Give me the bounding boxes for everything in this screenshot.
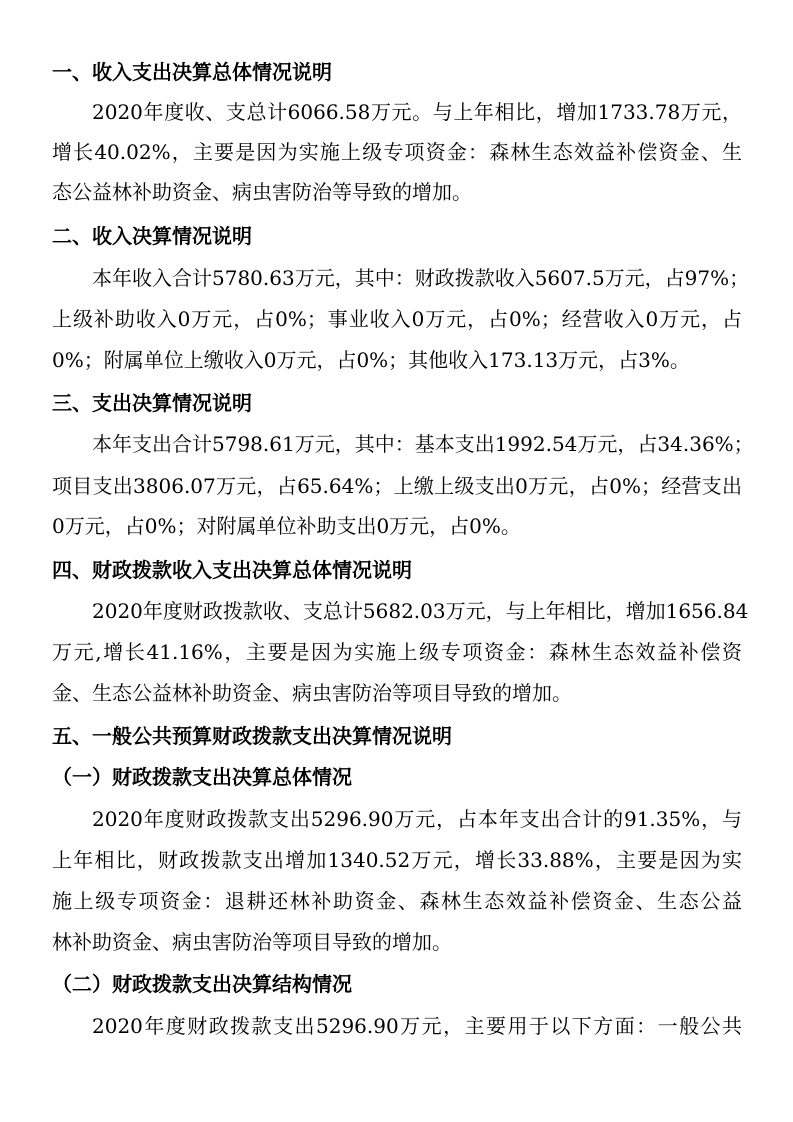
section-5-1-paragraph-line: 2020年度财政拨款支出5296.90万元，占本年支出合计的91.35%，与: [92, 807, 742, 831]
section-5-1-heading: （一）财政拨款支出决算总体情况: [52, 765, 352, 789]
section-3-paragraph-line: 0万元，占0%；对附属单位补助支出0万元，占0%。: [52, 514, 521, 538]
section-5-1-paragraph-line: 上年相比，财政拨款支出增加1340.52万元，增长33.88%，主要是因为实: [52, 848, 742, 872]
section-3-paragraph-line: 项目支出3806.07万元，占65.64%；上缴上级支出0万元，占0%；经营支出: [52, 474, 742, 498]
section-5-1-paragraph-line: 施上级专项资金：退耕还林补助资金、森林生态效益补偿资金、生态公益: [52, 889, 742, 913]
section-2-heading: 二、收入决算情况说明: [52, 224, 252, 248]
section-5-2-paragraph-line: 2020年度财政拨款支出5296.90万元，主要用于以下方面：一般公共: [92, 1014, 742, 1038]
section-3-paragraph-line: 本年支出合计5798.61万元，其中：基本支出1992.54万元，占34.36%；: [92, 432, 754, 456]
section-1-paragraph-line: 增长40.02%，主要是因为实施上级专项资金：森林生态效益补偿资金、生: [52, 140, 742, 164]
section-5-1-paragraph-line: 林补助资金、病虫害防治等项目导致的增加。: [52, 930, 452, 954]
section-2-paragraph-line: 上级补助收入0万元，占0%；事业收入0万元，占0%；经营收入0万元，占: [52, 307, 742, 331]
section-2-paragraph-line: 本年收入合计5780.63万元，其中：财政拨款收入5607.5万元，占97%；: [92, 266, 750, 290]
section-4-paragraph-line: 2020年度财政拨款收、支总计5682.03万元，与上年相比，增加1656.84: [92, 599, 749, 623]
section-2-paragraph-line: 0%；附属单位上缴收入0万元，占0%；其他收入173.13万元，占3%。: [52, 348, 690, 372]
section-1-paragraph-line: 态公益林补助资金、病虫害防治等导致的增加。: [52, 180, 472, 204]
section-1-heading: 一、收入支出决算总体情况说明: [52, 60, 332, 84]
section-5-heading: 五、一般公共预算财政拨款支出决算情况说明: [52, 724, 452, 748]
section-3-heading: 三、支出决算情况说明: [52, 391, 252, 415]
section-4-paragraph-line: 金、生态公益林补助资金、病虫害防治等项目导致的增加。: [52, 681, 572, 705]
section-4-paragraph-line: 万元,增长41.16%，主要是因为实施上级专项资金：森林生态效益补偿资: [52, 640, 742, 664]
section-1-paragraph-line: 2020年度收、支总计6066.58万元。与上年相比，增加1733.78万元，: [92, 100, 742, 124]
section-5-2-heading: （二）财政拨款支出决算结构情况: [52, 972, 352, 996]
section-4-heading: 四、财政拨款收入支出决算总体情况说明: [52, 558, 412, 582]
